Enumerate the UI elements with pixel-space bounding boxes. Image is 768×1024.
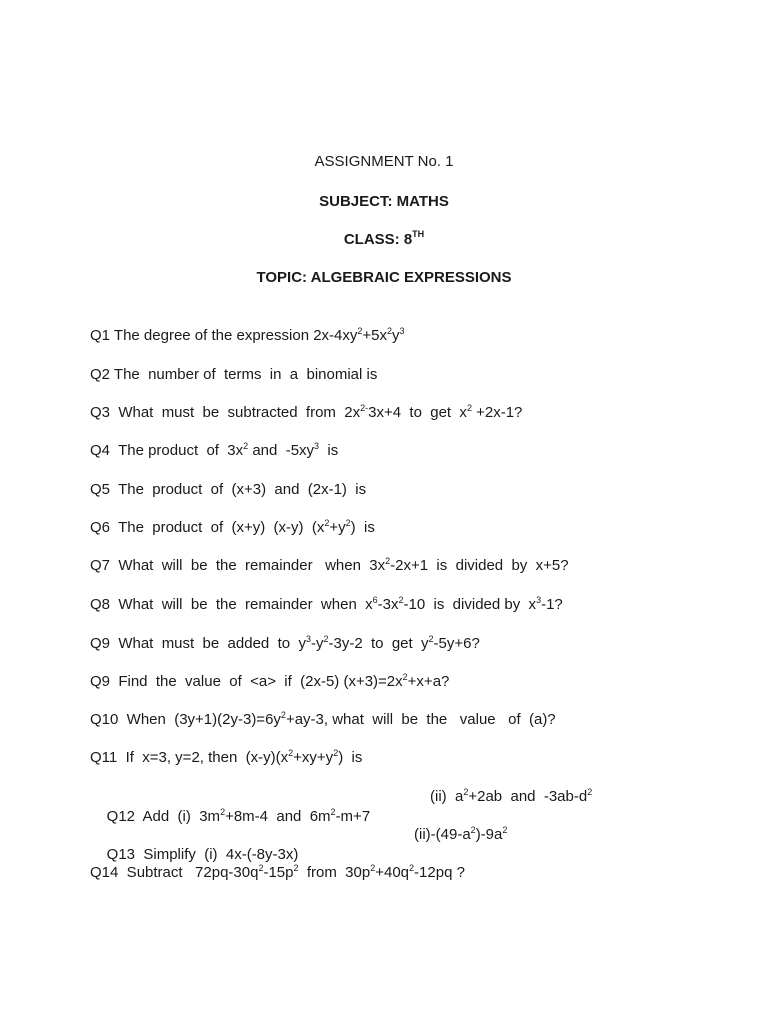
question-text: from 30p [298, 864, 371, 881]
question-text: +y [329, 519, 346, 536]
topic-heading: TOPIC: ALGEBRAIC EXPRESSIONS [256, 269, 512, 286]
question-text: -2x+1 is divided by x+5? [390, 557, 569, 574]
question-text: Q8 What will be the remainder when x [90, 596, 373, 613]
question-text: +8m-4 and 6m [225, 808, 331, 825]
class-heading: CLASS: 8TH [343, 229, 425, 248]
question-text: -12pq ? [414, 864, 465, 881]
question-text: -3x [377, 596, 399, 613]
exponent: 2 [243, 441, 249, 451]
question-text: Q9 What must be added to y [90, 635, 306, 652]
question-text: Q6 The product of (x+y) (x-y) (x [90, 519, 325, 536]
question-text: Q12 Add (i) 3m [106, 808, 221, 825]
question-13-part-2 [414, 825, 507, 845]
question-text: )-9a [475, 826, 503, 843]
question-3 [90, 403, 730, 423]
question-text: 3x+4 to get x [368, 404, 467, 421]
question-text: +40q [375, 864, 410, 881]
question-text: Q1 The degree of the expression 2x-4xy [90, 327, 358, 344]
question-text: +5x [362, 327, 388, 344]
question-text: Q14 Subtract 72pq-30q [90, 864, 259, 881]
question-12-part-1 [107, 808, 370, 825]
question-text: Q7 What will be the remainder when 3x [90, 557, 386, 574]
exponent: 2 [258, 863, 264, 873]
exponent: 3 [399, 326, 405, 336]
question-7 [90, 556, 730, 576]
question-text: (ii) a [430, 788, 464, 805]
question-text: +x+a? [407, 673, 450, 690]
question-text: Q13 Simplify (i) 4x-(-8y-3x) [106, 846, 299, 863]
question-text: Q11 If x=3, y=2, then (x-y)(x [90, 749, 289, 766]
exponent: 3 [314, 441, 320, 451]
question-13-part-1 [107, 846, 299, 863]
question-9a [90, 634, 730, 654]
exponent: 2 [280, 710, 286, 720]
exponent: 3 [305, 634, 311, 644]
exponent: 6 [372, 595, 378, 605]
assignment-title: ASSIGNMENT No. 1 [314, 153, 454, 170]
exponent: 2 [345, 518, 351, 528]
question-10 [90, 710, 730, 730]
question-text: -y [310, 635, 324, 652]
exponent: 2 [398, 595, 404, 605]
subject-heading: SUBJECT: MATHS [319, 193, 449, 210]
question-14 [90, 863, 730, 883]
exponent: 2- [360, 403, 369, 413]
exponent: 2 [330, 807, 336, 817]
question-text: -3y-2 to get y [328, 635, 429, 652]
question-12-part-2 [430, 787, 592, 807]
question-text: -m+7 [335, 808, 371, 825]
question-text: +ay-3, what will be the value of (a)? [285, 711, 556, 728]
question-text: Q5 The product of (x+3) and (2x-1) is [90, 481, 367, 498]
question-text: ) is [338, 749, 363, 766]
exponent: 2 [220, 807, 226, 817]
exponent: 2 [428, 634, 434, 644]
question-text: (ii)-(49-a [414, 826, 471, 843]
exponent: 2 [402, 672, 408, 682]
question-text: ) is [350, 519, 375, 536]
question-1 [90, 326, 730, 346]
question-11 [90, 748, 730, 768]
question-2 [90, 365, 730, 385]
exponent: 2 [466, 403, 472, 413]
question-6 [90, 518, 730, 538]
question-8 [90, 595, 730, 615]
exponent: 2 [370, 863, 376, 873]
question-9b [90, 672, 730, 692]
question-text: and -5xy [248, 442, 315, 459]
question-text: -10 is divided by x [403, 596, 537, 613]
question-text: +2ab and -3ab-d [468, 788, 588, 805]
question-text: y [392, 327, 400, 344]
question-text: Q9 Find the value of <a> if (2x-5) (x+3)=2x [90, 673, 403, 690]
question-text: Q4 The product of 3x [90, 442, 244, 459]
exponent: 2 [409, 863, 415, 873]
exponent: 2 [293, 863, 299, 873]
question-text: Q3 What must be subtracted from 2x [90, 404, 361, 421]
question-text: Q2 The number of terms in a binomial is [90, 366, 378, 383]
question-5 [90, 480, 730, 500]
exponent: 2 [470, 825, 476, 835]
question-text: Q10 When (3y+1)(2y-3)=6y [90, 711, 281, 728]
question-text: -1? [541, 596, 563, 613]
exponent: 2 [385, 556, 391, 566]
question-4 [90, 441, 730, 461]
exponent: 2 [463, 787, 469, 797]
question-text: -5y+6? [433, 635, 480, 652]
exponent: 2 [587, 787, 593, 797]
question-text: +xy+y [293, 749, 334, 766]
exponent: 2 [324, 518, 330, 528]
question-text: +2x-1? [471, 404, 523, 421]
exponent: 2 [502, 825, 508, 835]
exponent: 2 [288, 748, 294, 758]
exponent: 2 [333, 748, 339, 758]
exponent: 2 [387, 326, 393, 336]
exponent: 3 [536, 595, 542, 605]
question-text: is [319, 442, 339, 459]
exponent: 2 [323, 634, 329, 644]
question-text: -15p [263, 864, 294, 881]
exponent: 2 [357, 326, 363, 336]
